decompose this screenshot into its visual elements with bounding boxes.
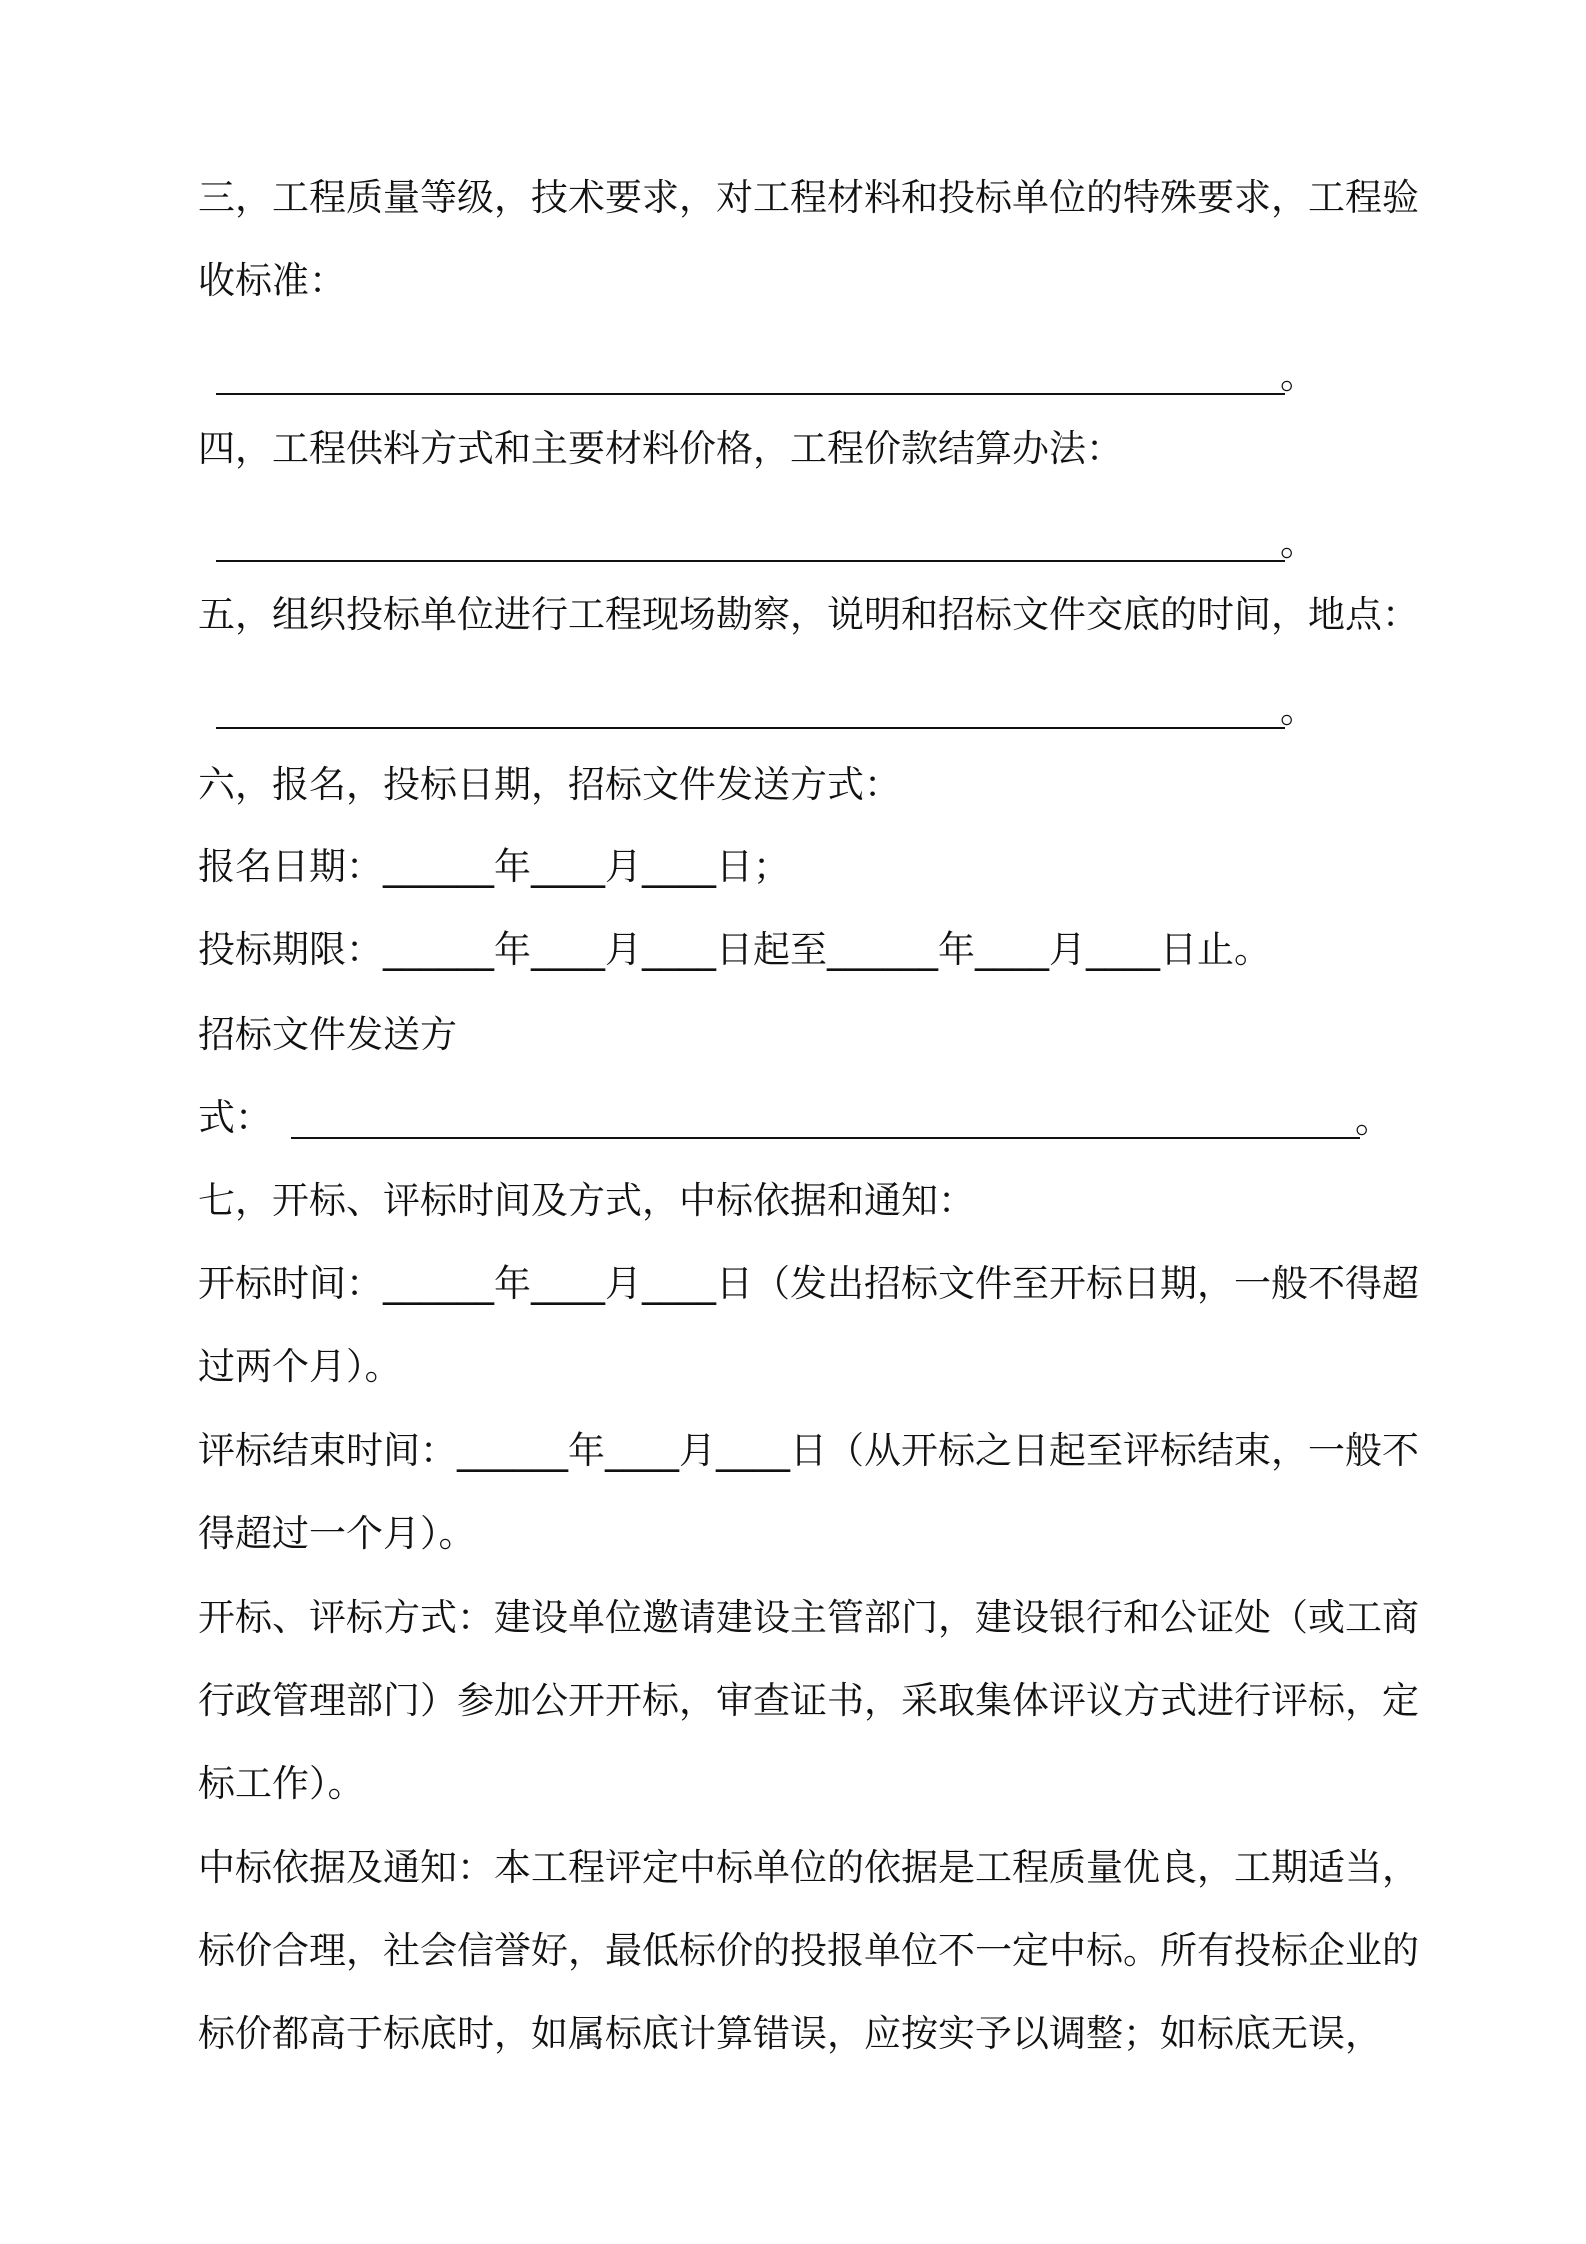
section-3-blank [0,352,1586,396]
section-7-heading: 七，开标、评标时间及方式，中标依据和通知： [198,1179,975,1222]
fill-in-line [216,727,1285,729]
award-basis-paragraph: 中标依据及通知：本工程评定中标单位的依据是工程质量优良，工期适当，标价合理，社会信誉好，最低标价的投报单位不一定中标。所有投标企业的标价都高于标底时，如属标底计算错误，应按实予以调整；如标底无误， [198,1846,1419,2055]
period-mark: 。 [1355,1098,1392,1141]
registration-date-line: 报名日期：______年____月____日； [198,845,790,888]
section-5-blank [0,686,1586,730]
fill-in-line [291,1137,1360,1139]
section-3-heading: 三，工程质量等级，技术要求，对工程材料和投标单位的特殊要求，工程验收标准： [198,176,1419,302]
section-6-heading: 六，报名，投标日期，招标文件发送方式： [198,763,901,806]
opening-method-paragraph: 开标、评标方式：建设单位邀请建设主管部门，建设银行和公证处（或工商行政管理部门）参加公开开标，审查证书，采取集体评议方式进行评标，定标工作）。 [198,1596,1419,1805]
fill-in-line [216,393,1285,395]
opening-time-paragraph: 开标时间：______年____月____日（发出招标文件至开标日期，一般不得超过两个月）。 [198,1262,1419,1388]
delivery-method-blank [0,1096,1586,1140]
section-4-heading: 四，工程供料方式和主要材料价格，工程价款结算办法： [198,427,1123,470]
section-4-blank [0,519,1586,563]
fill-in-line [216,560,1285,562]
section-5-heading: 五，组织投标单位进行工程现场勘察，说明和招标文件交底的时间，地点： [198,593,1419,636]
delivery-method-label: 招标文件发送方 [198,1013,457,1056]
period-mark: 。 [1280,521,1317,564]
delivery-method-prefix: 式： [198,1096,272,1139]
period-mark: 。 [1280,354,1317,397]
bid-period-line: 投标期限：______年____月____日起至______年____月____日止。 [198,928,1271,971]
period-mark: 。 [1280,688,1317,731]
evaluation-end-paragraph: 评标结束时间：______年____月____日（从开标之日起至评标结束，一般不得超过一个月）。 [198,1429,1419,1555]
